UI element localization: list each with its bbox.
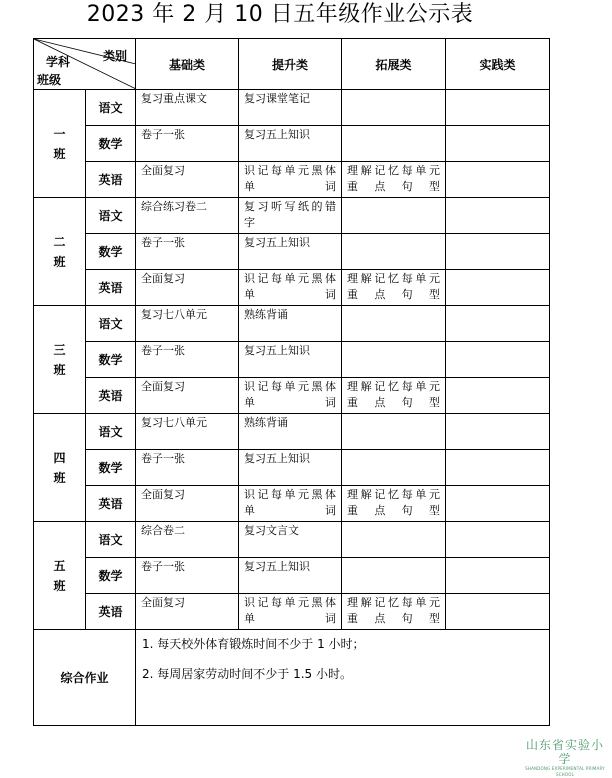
task-cell-practice (446, 378, 550, 414)
task-text-line: 复习五上知识 (244, 236, 310, 249)
task-cell-practice (446, 198, 550, 234)
task-cell-extend (342, 558, 446, 594)
task-text-line: 识记每单元黑体 (244, 164, 336, 177)
task-cell-improve (239, 450, 342, 486)
task-cell-improve (239, 306, 342, 342)
class-name-top: 四 (53, 450, 66, 465)
school-logo (520, 738, 610, 778)
task-cell-extend (342, 162, 446, 198)
class-name-cell (34, 198, 86, 306)
subject-cell: 语文 (86, 306, 136, 342)
task-cell-practice (446, 270, 550, 306)
task-cell-extend (342, 342, 446, 378)
task-text-line: 识记每单元黑体 (244, 488, 336, 501)
task-text-line: 重点句型 (347, 396, 440, 409)
task-cell-practice (446, 558, 550, 594)
task-text-line: 卷子一张 (141, 344, 185, 357)
task-text-line: 理解记忆每单元 (347, 488, 440, 501)
task-text-line: 复习五上知识 (244, 344, 310, 357)
task-cell-basic (136, 450, 239, 486)
task-cell-improve (239, 378, 342, 414)
table-row (34, 270, 550, 306)
task-cell-improve (239, 558, 342, 594)
task-cell-improve (239, 234, 342, 270)
subject-cell: 数学 (86, 450, 136, 486)
comprehensive-row (34, 630, 550, 726)
subject-cell: 英语 (86, 594, 136, 630)
table-row (34, 522, 550, 558)
table-row (34, 450, 550, 486)
column-header-practice: 实践类 (446, 39, 550, 90)
subject-cell: 数学 (86, 342, 136, 378)
class-name-cell (34, 522, 86, 630)
subject-cell: 数学 (86, 234, 136, 270)
task-text-line: 卷子一张 (141, 560, 185, 573)
task-text-line: 综合卷二 (141, 524, 185, 537)
task-cell-extend (342, 486, 446, 522)
class-name-bottom: 班 (53, 254, 66, 269)
header-row (34, 39, 550, 90)
table-row (34, 486, 550, 522)
task-cell-practice (446, 414, 550, 450)
subject-cell: 语文 (86, 414, 136, 450)
task-text-line: 全面复习 (141, 488, 185, 501)
task-text-line: 重点句型 (347, 612, 440, 625)
table-row (34, 306, 550, 342)
task-text-line: 复习重点课文 (141, 92, 207, 105)
subject-cell: 英语 (86, 486, 136, 522)
task-text-line: 卷子一张 (141, 128, 185, 141)
task-cell-extend (342, 126, 446, 162)
class-name-bottom: 班 (53, 578, 66, 593)
task-cell-improve (239, 486, 342, 522)
task-cell-basic (136, 306, 239, 342)
task-cell-extend (342, 198, 446, 234)
task-text-line: 全面复习 (141, 380, 185, 393)
task-cell-practice (446, 594, 550, 630)
task-cell-basic (136, 522, 239, 558)
task-cell-practice (446, 234, 550, 270)
task-cell-improve (239, 126, 342, 162)
task-cell-basic (136, 198, 239, 234)
table-row (34, 126, 550, 162)
task-cell-improve (239, 522, 342, 558)
task-cell-improve (239, 90, 342, 126)
task-cell-improve (239, 342, 342, 378)
logo-text-cn: 山东省实验小学 (525, 738, 604, 766)
class-name-top: 三 (53, 342, 66, 357)
class-name-top: 二 (53, 234, 66, 249)
homework-table (33, 38, 550, 726)
task-cell-basic (136, 342, 239, 378)
task-text-line: 理解记忆每单元 (347, 164, 440, 177)
table-row (34, 558, 550, 594)
class-name-bottom: 班 (53, 146, 66, 161)
task-text-line: 复习五上知识 (244, 128, 310, 141)
comprehensive-label: 综合作业 (34, 630, 136, 726)
task-cell-basic (136, 558, 239, 594)
task-cell-extend (342, 270, 446, 306)
task-cell-basic (136, 270, 239, 306)
task-cell-basic (136, 594, 239, 630)
class-name-cell (34, 90, 86, 198)
task-text-line: 复习五上知识 (244, 452, 310, 465)
task-text-line: 全面复习 (141, 272, 185, 285)
column-header-improve: 提升类 (239, 39, 342, 90)
task-cell-practice (446, 306, 550, 342)
task-text-line: 理解记忆每单元 (347, 596, 440, 609)
task-text-line: 识记每单元黑体 (244, 272, 336, 285)
corner-header-cell (34, 39, 136, 90)
page-title: 2023 年 2 月 10 日五年级作业公示表 (86, 2, 474, 27)
table-row (34, 414, 550, 450)
task-text-line: 单词 (244, 288, 336, 301)
task-text-line: 全面复习 (141, 164, 185, 177)
task-cell-basic (136, 126, 239, 162)
table-row (34, 378, 550, 414)
task-text-line: 单词 (244, 612, 336, 625)
task-cell-practice (446, 450, 550, 486)
task-text-line: 复习听写纸的错 (244, 200, 336, 213)
subject-cell: 数学 (86, 126, 136, 162)
task-text-line: 卷子一张 (141, 452, 185, 465)
task-cell-improve (239, 594, 342, 630)
task-cell-improve (239, 414, 342, 450)
task-cell-improve (239, 270, 342, 306)
task-text-line: 理解记忆每单元 (347, 380, 440, 393)
column-header-basic: 基础类 (136, 39, 239, 90)
task-cell-improve (239, 198, 342, 234)
subject-cell: 英语 (86, 162, 136, 198)
task-cell-extend (342, 378, 446, 414)
subject-cell: 语文 (86, 522, 136, 558)
task-text-line: 单词 (244, 180, 336, 193)
table-row (34, 342, 550, 378)
logo-text-en: SHANDONG EXPERIMENTAL PRIMARY SCHOOL (525, 766, 605, 777)
task-text-line: 熟练背诵 (244, 308, 288, 321)
task-text-line: 识记每单元黑体 (244, 380, 336, 393)
task-text-line: 复习五上知识 (244, 560, 310, 573)
task-text-line: 重点句型 (347, 180, 440, 193)
comprehensive-item: 2. 每周居家劳动时间不少于 1.5 小时。 (142, 667, 352, 681)
task-text-line: 复习课堂笔记 (244, 92, 310, 105)
task-cell-basic (136, 486, 239, 522)
task-cell-basic (136, 378, 239, 414)
task-cell-basic (136, 414, 239, 450)
class-name-top: 五 (53, 558, 66, 573)
task-text-line: 卷子一张 (141, 236, 185, 249)
table-row (34, 594, 550, 630)
comprehensive-item: 1. 每天校外体育锻炼时间不少于 1 小时； (142, 637, 365, 651)
class-name-cell (34, 306, 86, 414)
subject-cell: 语文 (86, 198, 136, 234)
task-cell-practice (446, 522, 550, 558)
task-text-line: 重点句型 (347, 288, 440, 301)
task-text-line: 重点句型 (347, 504, 440, 517)
task-text-line: 字 (244, 216, 255, 229)
task-text-line: 单词 (244, 396, 336, 409)
task-cell-improve (239, 162, 342, 198)
class-name-top: 一 (53, 126, 66, 141)
subject-cell: 英语 (86, 270, 136, 306)
class-name-cell (34, 414, 86, 522)
table-row (34, 234, 550, 270)
task-cell-basic (136, 162, 239, 198)
task-cell-extend (342, 90, 446, 126)
task-cell-basic (136, 234, 239, 270)
table-row (34, 90, 550, 126)
task-text-line: 复习文言文 (244, 524, 299, 537)
subject-cell: 数学 (86, 558, 136, 594)
comprehensive-content (136, 630, 550, 726)
task-cell-practice (446, 90, 550, 126)
task-text-line: 识记每单元黑体 (244, 596, 336, 609)
subject-cell: 语文 (86, 90, 136, 126)
task-cell-extend (342, 522, 446, 558)
task-cell-practice (446, 162, 550, 198)
task-cell-extend (342, 306, 446, 342)
subject-cell: 英语 (86, 378, 136, 414)
task-cell-practice (446, 342, 550, 378)
corner-subject-label: 学科 (46, 55, 71, 69)
task-cell-practice (446, 486, 550, 522)
task-cell-extend (342, 450, 446, 486)
corner-class-label: 班级 (37, 73, 62, 87)
class-name-bottom: 班 (53, 362, 66, 377)
task-text-line: 熟练背诵 (244, 416, 288, 429)
task-text-line: 综合练习卷二 (141, 200, 207, 213)
corner-category-label: 类别 (102, 49, 127, 63)
task-cell-basic (136, 90, 239, 126)
task-text-line: 单词 (244, 504, 336, 517)
column-header-extend: 拓展类 (342, 39, 446, 90)
task-text-line: 理解记忆每单元 (347, 272, 440, 285)
task-cell-extend (342, 414, 446, 450)
table-row (34, 198, 550, 234)
task-cell-extend (342, 234, 446, 270)
class-name-bottom: 班 (53, 470, 66, 485)
task-text-line: 全面复习 (141, 596, 185, 609)
task-text-line: 复习七八单元 (141, 416, 207, 429)
table-row (34, 162, 550, 198)
task-text-line: 复习七八单元 (141, 308, 207, 321)
task-cell-practice (446, 126, 550, 162)
task-cell-extend (342, 594, 446, 630)
